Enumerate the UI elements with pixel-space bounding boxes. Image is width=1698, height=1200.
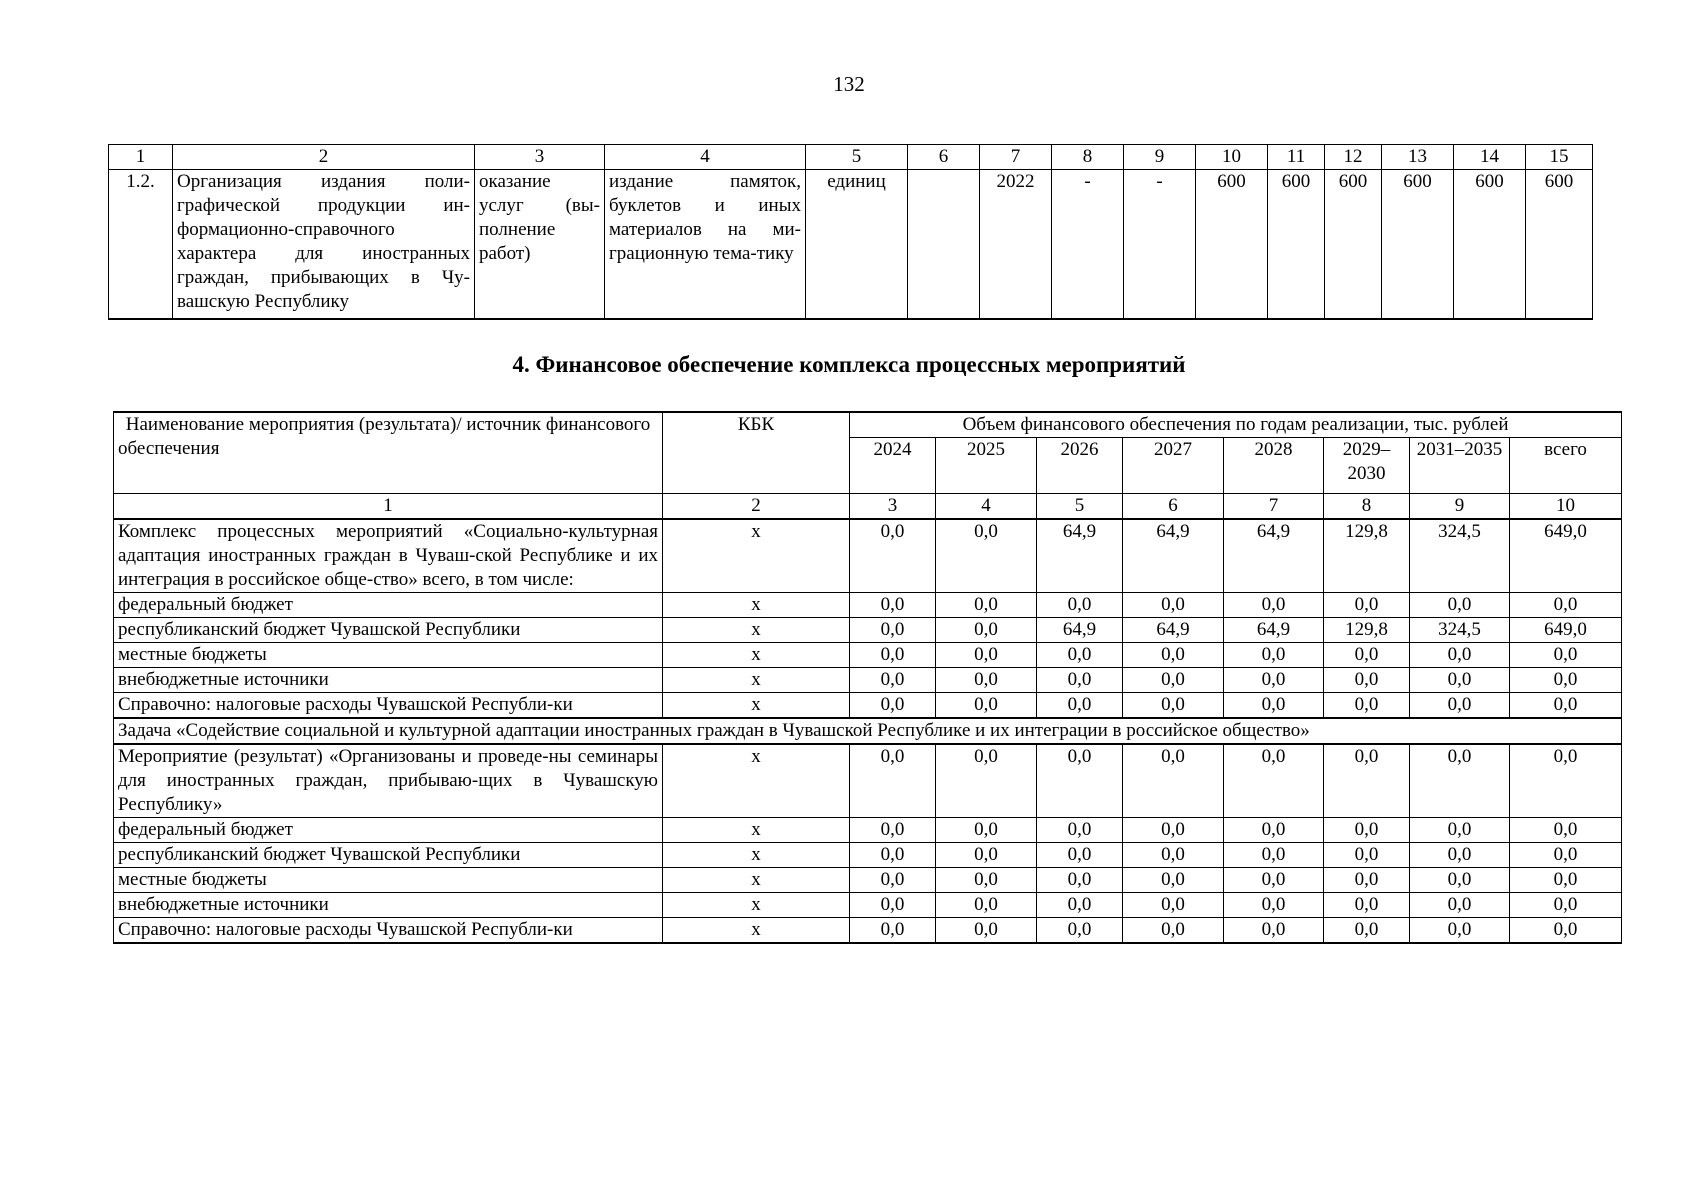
- col-number: 4: [936, 494, 1037, 520]
- row-kbk: х: [663, 744, 850, 818]
- row-value: 0,0: [936, 744, 1037, 818]
- row-value: 64,9: [1037, 618, 1123, 643]
- header-year: 2028: [1224, 438, 1324, 494]
- activity-col-number: 15: [1526, 145, 1593, 170]
- activity-table: [108, 144, 1593, 320]
- row-value: 0,0: [1510, 818, 1622, 843]
- header-year: 2029–2030: [1324, 438, 1410, 494]
- row-value: 0,0: [1324, 643, 1410, 668]
- row-value: 0,0: [1410, 693, 1510, 719]
- row-value: 0,0: [1510, 893, 1622, 918]
- row-value: 324,5: [1410, 618, 1510, 643]
- activity-col-number: 4: [605, 145, 806, 170]
- row-value: 0,0: [1037, 918, 1123, 944]
- financing-row: [114, 643, 1622, 668]
- row-value: 324,5: [1410, 519, 1510, 593]
- row-value: 0,0: [936, 643, 1037, 668]
- activity-item-number: 1.2.: [109, 170, 173, 320]
- row-kbk: х: [663, 843, 850, 868]
- header-year: 2031–2035: [1410, 438, 1510, 494]
- row-value: 0,0: [1510, 693, 1622, 719]
- row-value: 0,0: [1324, 668, 1410, 693]
- activity-cell: [908, 170, 980, 320]
- row-name: Справочно: налоговые расходы Чувашской Республи-ки: [114, 918, 663, 944]
- row-value: 0,0: [1510, 918, 1622, 944]
- row-value: 0,0: [1123, 593, 1224, 618]
- header-year: всего: [1510, 438, 1622, 494]
- col-number: 10: [1510, 494, 1622, 520]
- header-name: Наименование мероприятия (результата)/ источник финансового обеспечения: [114, 412, 663, 494]
- row-value: 0,0: [850, 643, 936, 668]
- activity-col-number: 6: [908, 145, 980, 170]
- activity-col-number: 8: [1052, 145, 1124, 170]
- header-kbk: КБК: [663, 412, 850, 494]
- row-value: 0,0: [1410, 744, 1510, 818]
- row-value: 0,0: [850, 893, 936, 918]
- row-name: республиканский бюджет Чувашской Республики: [114, 618, 663, 643]
- row-value: 0,0: [1324, 868, 1410, 893]
- row-value: 0,0: [936, 868, 1037, 893]
- activity-col-number: 5: [806, 145, 908, 170]
- financing-row: [114, 693, 1622, 719]
- row-value: 0,0: [936, 893, 1037, 918]
- row-value: 649,0: [1510, 618, 1622, 643]
- financing-col-numbers-row: [114, 494, 1622, 520]
- activity-col-number: 9: [1124, 145, 1196, 170]
- row-value: 0,0: [1123, 843, 1224, 868]
- financing-row: [114, 868, 1622, 893]
- activity-unit: единиц: [806, 170, 908, 320]
- row-value: 0,0: [1123, 818, 1224, 843]
- activity-col-number: 1: [109, 145, 173, 170]
- activity-base-year: 2022: [980, 170, 1052, 320]
- activity-col-number: 11: [1268, 145, 1325, 170]
- row-value: 129,8: [1324, 519, 1410, 593]
- row-value: 0,0: [1037, 893, 1123, 918]
- row-value: 0,0: [1037, 818, 1123, 843]
- activity-table-header-row: [109, 145, 1593, 170]
- activity-col-number: 10: [1196, 145, 1268, 170]
- row-value: 0,0: [1224, 868, 1324, 893]
- row-value: 0,0: [1410, 593, 1510, 618]
- col-number: 9: [1410, 494, 1510, 520]
- financing-row: [114, 593, 1622, 618]
- row-value: 0,0: [1123, 668, 1224, 693]
- row-value: 0,0: [1410, 843, 1510, 868]
- row-value: 0,0: [1224, 593, 1324, 618]
- activity-col-number: 13: [1382, 145, 1454, 170]
- activity-value: 600: [1526, 170, 1593, 320]
- col-number: 6: [1123, 494, 1224, 520]
- row-value: 0,0: [1123, 744, 1224, 818]
- row-name: внебюджетные источники: [114, 893, 663, 918]
- row-value: 0,0: [1224, 918, 1324, 944]
- row-value: 0,0: [1324, 818, 1410, 843]
- row-value: 0,0: [1123, 643, 1224, 668]
- row-value: 0,0: [1037, 693, 1123, 719]
- row-kbk: х: [663, 818, 850, 843]
- activity-col-number: 2: [173, 145, 475, 170]
- row-value: 0,0: [1224, 693, 1324, 719]
- row-value: 0,0: [850, 618, 936, 643]
- financing-header-row: [114, 412, 1622, 438]
- row-value: 0,0: [1037, 868, 1123, 893]
- row-value: 0,0: [936, 519, 1037, 593]
- header-year: 2025: [936, 438, 1037, 494]
- row-value: 649,0: [1510, 519, 1622, 593]
- financing-row: [114, 918, 1622, 944]
- row-value: 0,0: [850, 744, 936, 818]
- financing-row: [114, 818, 1622, 843]
- row-value: 0,0: [1410, 893, 1510, 918]
- activity-value: 600: [1382, 170, 1454, 320]
- row-kbk: х: [663, 868, 850, 893]
- row-value: 0,0: [1510, 843, 1622, 868]
- row-kbk: х: [663, 643, 850, 668]
- row-value: 0,0: [1510, 643, 1622, 668]
- row-value: 0,0: [850, 519, 936, 593]
- activity-col-number: 7: [980, 145, 1052, 170]
- col-number: 7: [1224, 494, 1324, 520]
- row-kbk: х: [663, 593, 850, 618]
- row-value: 0,0: [1510, 668, 1622, 693]
- activity-type: оказание услуг (вы-полнение работ): [475, 170, 605, 320]
- row-value: 0,0: [1410, 918, 1510, 944]
- row-value: 0,0: [936, 618, 1037, 643]
- row-value: 0,0: [1224, 643, 1324, 668]
- row-name: республиканский бюджет Чувашской Республики: [114, 843, 663, 868]
- row-value: 0,0: [1224, 818, 1324, 843]
- row-value: 0,0: [1324, 918, 1410, 944]
- row-value: 0,0: [1410, 668, 1510, 693]
- row-value: 0,0: [1324, 693, 1410, 719]
- activity-col-number: 12: [1325, 145, 1382, 170]
- row-kbk: х: [663, 918, 850, 944]
- activity-value: 600: [1454, 170, 1526, 320]
- row-value: 64,9: [1224, 519, 1324, 593]
- row-name: Справочно: налоговые расходы Чувашской Республи-ки: [114, 693, 663, 719]
- row-value: 0,0: [850, 593, 936, 618]
- page-number: 132: [833, 72, 865, 96]
- col-number: 2: [663, 494, 850, 520]
- financing-row: [114, 668, 1622, 693]
- row-value: 0,0: [1037, 668, 1123, 693]
- row-name: Комплекс процессных мероприятий «Социально-культурная адаптация иностранных граждан в Чуваш-ской Республике и их интеграция в российское обще-ство» всего, в том числе:: [114, 519, 663, 593]
- header-year: 2024: [850, 438, 936, 494]
- row-kbk: х: [663, 519, 850, 593]
- col-number: 5: [1037, 494, 1123, 520]
- row-value: 0,0: [1324, 843, 1410, 868]
- col-number: 1: [114, 494, 663, 520]
- row-value: 0,0: [1510, 744, 1622, 818]
- task-title: Задача «Содействие социальной и культурной адаптации иностранных граждан в Чувашской Республике и их интеграции в российское общество»: [114, 718, 1622, 744]
- row-kbk: х: [663, 893, 850, 918]
- row-value: 0,0: [1037, 593, 1123, 618]
- activity-cell: -: [1124, 170, 1196, 320]
- row-value: 0,0: [1510, 868, 1622, 893]
- header-volume: Объем финансового обеспечения по годам реализации, тыс. рублей: [850, 412, 1622, 438]
- row-value: 0,0: [850, 668, 936, 693]
- row-value: 0,0: [936, 693, 1037, 719]
- row-kbk: х: [663, 618, 850, 643]
- financing-row: [114, 843, 1622, 868]
- financing-row: [114, 618, 1622, 643]
- col-number: 3: [850, 494, 936, 520]
- row-value: 0,0: [936, 668, 1037, 693]
- row-value: 0,0: [1123, 893, 1224, 918]
- row-value: 0,0: [1410, 818, 1510, 843]
- row-value: 0,0: [936, 918, 1037, 944]
- row-value: 0,0: [1510, 593, 1622, 618]
- activity-row: [109, 170, 1593, 320]
- row-value: 0,0: [936, 843, 1037, 868]
- row-value: 0,0: [850, 818, 936, 843]
- row-value: 0,0: [1123, 918, 1224, 944]
- col-number: 8: [1324, 494, 1410, 520]
- row-value: 0,0: [1037, 744, 1123, 818]
- row-value: 64,9: [1224, 618, 1324, 643]
- row-value: 0,0: [1037, 843, 1123, 868]
- row-value: 0,0: [1324, 893, 1410, 918]
- activity-description: Организация издания поли-графической продукции ин-формационно-справочного характера для иностранных граждан, прибывающих в Чу-вашскую Республику: [173, 170, 475, 320]
- task-row: [114, 718, 1622, 744]
- row-value: 0,0: [1410, 643, 1510, 668]
- financing-row: [114, 893, 1622, 918]
- row-kbk: х: [663, 693, 850, 719]
- row-name: Мероприятие (результат) «Организованы и проведе-ны семинары для иностранных граждан, прибываю-щих в Чувашскую Республику»: [114, 744, 663, 818]
- row-value: 0,0: [936, 593, 1037, 618]
- header-year: 2027: [1123, 438, 1224, 494]
- activity-value: 600: [1325, 170, 1382, 320]
- row-value: 0,0: [1224, 744, 1324, 818]
- header-year: 2026: [1037, 438, 1123, 494]
- activity-value: 600: [1268, 170, 1325, 320]
- activity-col-number: 3: [475, 145, 605, 170]
- row-value: 0,0: [1123, 693, 1224, 719]
- section-title: 4. Финансовое обеспечение комплекса процессных мероприятий: [512, 352, 1186, 377]
- row-value: 64,9: [1037, 519, 1123, 593]
- financing-row: [114, 744, 1622, 818]
- row-value: 0,0: [1410, 868, 1510, 893]
- activity-col-number: 14: [1454, 145, 1526, 170]
- row-kbk: х: [663, 668, 850, 693]
- row-value: 129,8: [1324, 618, 1410, 643]
- row-value: 0,0: [1224, 843, 1324, 868]
- row-value: 0,0: [850, 843, 936, 868]
- row-value: 0,0: [850, 693, 936, 719]
- row-value: 0,0: [1324, 744, 1410, 818]
- row-value: 0,0: [1224, 668, 1324, 693]
- row-name: федеральный бюджет: [114, 593, 663, 618]
- row-value: 64,9: [1123, 618, 1224, 643]
- row-name: федеральный бюджет: [114, 818, 663, 843]
- financing-event-section: [114, 744, 1622, 943]
- row-value: 0,0: [850, 868, 936, 893]
- activity-result: издание памяток, буклетов и иных материалов на ми-грационную тема-тику: [605, 170, 806, 320]
- row-value: 0,0: [1037, 643, 1123, 668]
- activity-cell: -: [1052, 170, 1124, 320]
- row-value: 0,0: [1324, 593, 1410, 618]
- row-value: 0,0: [850, 918, 936, 944]
- activity-value: 600: [1196, 170, 1268, 320]
- financing-complex-section: [114, 519, 1622, 718]
- row-name: внебюджетные источники: [114, 668, 663, 693]
- row-value: 0,0: [936, 818, 1037, 843]
- row-name: местные бюджеты: [114, 643, 663, 668]
- row-value: 0,0: [1123, 868, 1224, 893]
- financing-table: [113, 411, 1622, 944]
- financing-row: [114, 519, 1622, 593]
- row-name: местные бюджеты: [114, 868, 663, 893]
- row-value: 0,0: [1224, 893, 1324, 918]
- row-value: 64,9: [1123, 519, 1224, 593]
